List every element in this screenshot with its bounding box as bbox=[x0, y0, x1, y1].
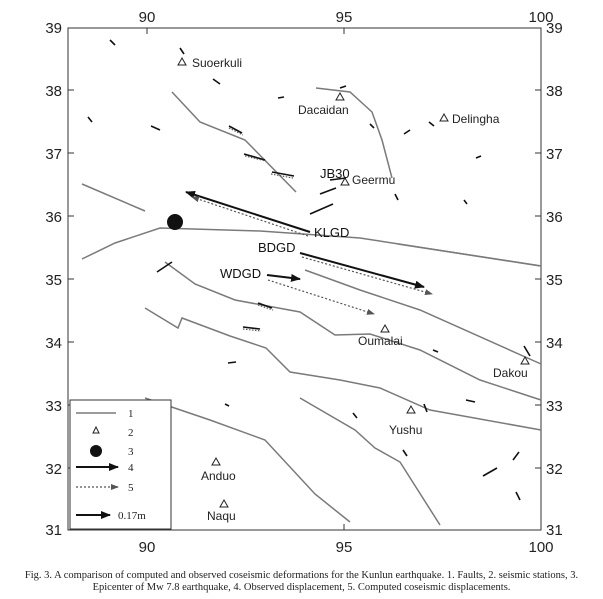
station-triangle-icon bbox=[220, 500, 228, 507]
fault-line bbox=[172, 92, 296, 192]
fault-line bbox=[145, 308, 541, 430]
vector-klgd-observed bbox=[186, 192, 310, 232]
station-anduo bbox=[201, 458, 236, 483]
y-tick-left-38: 38 bbox=[45, 83, 62, 100]
small-vector bbox=[272, 172, 294, 176]
y-tick-left-32: 32 bbox=[45, 461, 62, 478]
y-tick-left-34: 34 bbox=[45, 335, 62, 352]
y-tick-right-34: 34 bbox=[546, 335, 563, 352]
y-tick-left-35: 35 bbox=[45, 272, 62, 289]
small-vector bbox=[476, 156, 481, 158]
y-tick-right-33: 33 bbox=[546, 398, 563, 415]
label-jb30: JB30 bbox=[320, 166, 350, 181]
station-label: Dakou bbox=[493, 366, 528, 380]
small-vector bbox=[157, 262, 172, 272]
small-vector bbox=[524, 346, 530, 356]
station-naqu bbox=[207, 500, 236, 523]
x-tick-top-95: 95 bbox=[335, 9, 353, 26]
station-label: Dacaidan bbox=[298, 103, 349, 117]
fault-line bbox=[316, 88, 392, 178]
legend-label-2: 2 bbox=[128, 427, 134, 439]
fault-line bbox=[82, 184, 145, 211]
fault-line bbox=[165, 262, 541, 400]
small-vector bbox=[213, 79, 220, 84]
station-suoerkuli bbox=[178, 56, 242, 70]
small-vector bbox=[370, 124, 374, 128]
station-label: Geermu bbox=[352, 173, 396, 187]
fault-line bbox=[305, 270, 541, 364]
y-tick-right-39: 39 bbox=[546, 20, 563, 37]
station-triangle-icon bbox=[407, 406, 415, 413]
legend-label-1: 1 bbox=[128, 408, 134, 420]
label-bdgd: BDGD bbox=[258, 240, 296, 255]
x-tick-top-100: 100 bbox=[528, 9, 554, 26]
small-vector bbox=[151, 126, 160, 130]
station-label: Suoerkuli bbox=[192, 56, 243, 70]
y-tick-left-36: 36 bbox=[45, 209, 62, 226]
station-dacaidan bbox=[298, 93, 349, 117]
small-vector bbox=[466, 400, 475, 402]
station-triangle-icon bbox=[440, 114, 448, 121]
small-vector bbox=[110, 40, 115, 45]
x-tick-bottom-95: 95 bbox=[335, 539, 353, 556]
station-delingha bbox=[440, 112, 500, 126]
y-tick-right-31: 31 bbox=[546, 522, 563, 539]
fault-line bbox=[82, 228, 541, 266]
small-vector bbox=[88, 117, 92, 122]
small-vector bbox=[433, 350, 438, 352]
station-yushu bbox=[389, 406, 422, 437]
y-tick-right-36: 36 bbox=[546, 209, 563, 226]
legend bbox=[70, 400, 171, 529]
station-label: Delingha bbox=[452, 112, 500, 126]
y-tick-right-35: 35 bbox=[546, 272, 563, 289]
y-tick-left-37: 37 bbox=[45, 146, 62, 163]
station-label: Naqu bbox=[207, 509, 236, 523]
small-vector bbox=[353, 413, 357, 418]
y-tick-left-39: 39 bbox=[45, 20, 62, 37]
small-vector bbox=[516, 492, 520, 500]
small-vector bbox=[513, 452, 519, 460]
small-vector bbox=[340, 86, 346, 88]
x-tick-bottom-100: 100 bbox=[528, 539, 554, 556]
y-tick-right-38: 38 bbox=[546, 83, 563, 100]
x-tick-bottom-90: 90 bbox=[138, 539, 156, 556]
legend-label-5: 5 bbox=[128, 482, 134, 494]
legend-scale-label: 0.17m bbox=[118, 510, 146, 522]
small-vector bbox=[278, 97, 284, 98]
vector-wdgd-observed bbox=[267, 275, 300, 279]
fault-line bbox=[398, 244, 541, 266]
legend-label-4: 4 bbox=[128, 462, 134, 474]
station-triangle-icon bbox=[336, 93, 344, 100]
legend-label-3: 3 bbox=[128, 446, 134, 458]
y-tick-right-37: 37 bbox=[546, 146, 563, 163]
small-vector bbox=[395, 194, 398, 200]
small-vector bbox=[483, 468, 497, 476]
fault-line bbox=[145, 398, 350, 522]
y-tick-left-33: 33 bbox=[45, 398, 62, 415]
small-vector bbox=[403, 450, 407, 456]
station-triangle-icon bbox=[381, 325, 389, 332]
small-vector bbox=[429, 122, 434, 126]
fault-line bbox=[300, 398, 440, 525]
small-vector bbox=[180, 48, 184, 54]
small-vector bbox=[320, 188, 336, 194]
small-vector bbox=[464, 200, 467, 204]
small-vector bbox=[228, 362, 236, 363]
station-triangle-icon bbox=[212, 458, 220, 465]
legend-epicenter-marker bbox=[90, 445, 102, 457]
small-vector bbox=[225, 404, 229, 406]
x-tick-top-90: 90 bbox=[138, 9, 156, 26]
y-tick-right-32: 32 bbox=[546, 461, 563, 478]
small-vector bbox=[404, 130, 410, 134]
station-triangle-icon bbox=[178, 58, 186, 65]
label-klgd: KLGD bbox=[314, 225, 350, 240]
figure-caption: Fig. 3. A comparison of computed and observed coseismic deformations for the Kunlun earthquake. 1. Faults, 2. seismic stations, 3. Epicenter of Mw 7.8 earthquake, 4. Observed displacement, 5. Computed coseismic displacements. bbox=[24, 570, 579, 593]
station-oumalai bbox=[358, 325, 403, 348]
station-label: Oumalai bbox=[358, 334, 403, 348]
small-vector bbox=[310, 204, 333, 214]
vector-bdgd-observed bbox=[300, 253, 424, 287]
station-label: Yushu bbox=[389, 423, 423, 437]
small-vector bbox=[229, 126, 242, 133]
epicenter-marker bbox=[167, 214, 183, 230]
station-label: Anduo bbox=[201, 469, 236, 483]
y-tick-left-31: 31 bbox=[45, 522, 62, 539]
small-vector bbox=[243, 327, 260, 329]
label-wdgd: WDGD bbox=[220, 266, 262, 281]
station-dakou bbox=[493, 357, 529, 380]
